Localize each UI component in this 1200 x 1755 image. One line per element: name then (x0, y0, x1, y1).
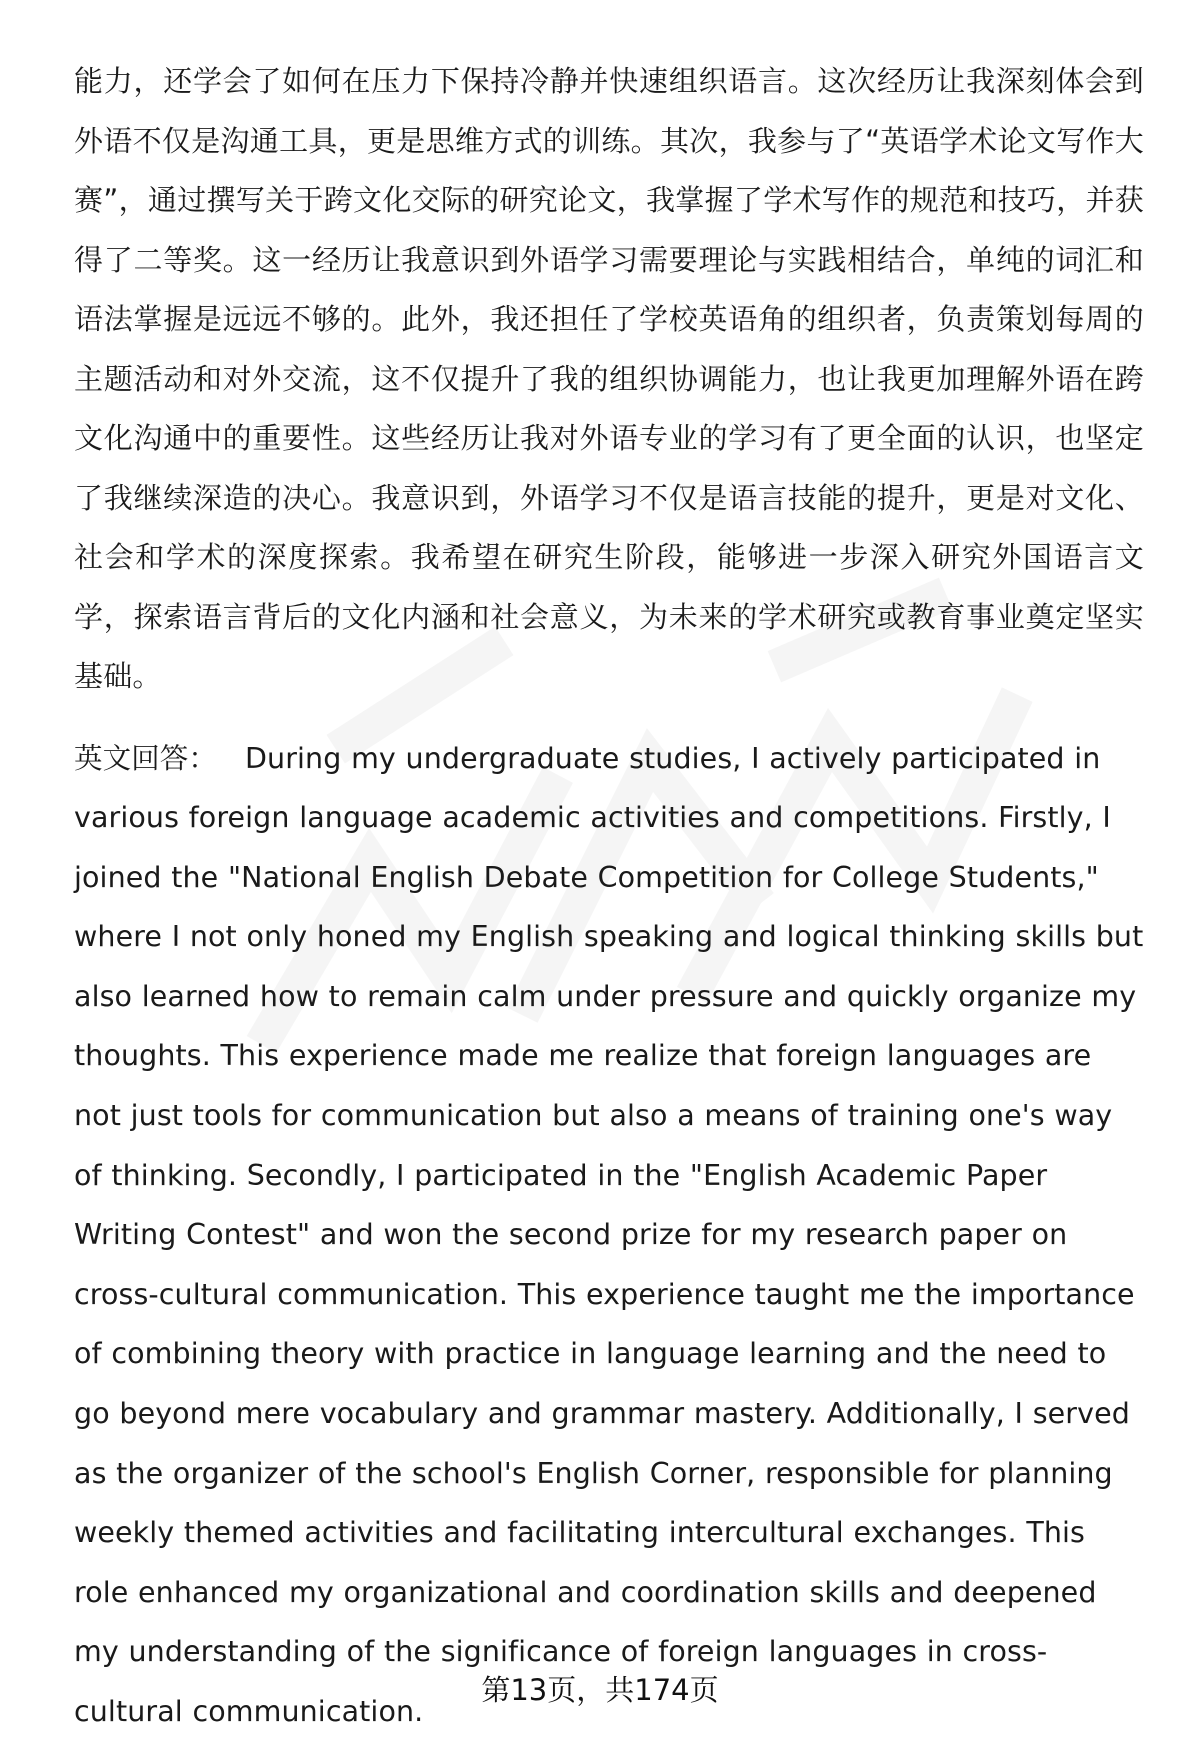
document-body (74, 52, 1144, 1742)
chinese-answer-paragraph: 能力，还学会了如何在压力下保持冷静并快速组织语言。这次经历让我深刻体会到外语不仅是沟通工具，更是思维方式的训练。其次，我参与了“英语学术论文写作大赛”，通过撰写关于跨文化交际的研究论文，我掌握了学术写作的规范和技巧，并获得了二等奖。这一经历让我意识到外语学习需要理论与实践相结合，单纯的词汇和语法掌握是远远不够的。此外，我还担任了学校英语角的组织者，负责策划每周的主题活动和对外交流，这不仅提升了我的组织协调能力，也让我更加理解外语在跨文化沟通中的重要性。这些经历让我对外语专业的学习有了更全面的认识，也坚定了我继续深造的决心。我意识到，外语学习不仅是语言技能的提升，更是对文化、社会和学术的深度探索。我希望在研究生阶段，能够进一步深入研究外国语言文学，探索语言背后的文化内涵和社会意义，为未来的学术研究或教育事业奠定坚实基础。 (74, 64, 1144, 693)
page-number-footer: 第13页，共174页 (481, 1673, 719, 1707)
english-answer-paragraph (74, 729, 1144, 1742)
english-answer-label: 英文回答： (74, 741, 218, 775)
english-answer-text: During my undergraduate studies, I actively participated in various foreign language academic activities and competitions. Firstly, I joined the "National English Debate Competition for College Students," where I not only honed my English speaking and logical thinking skills but also learned how to remain calm under pressure and quickly organize my thoughts. This experience made me realize that foreign languages are not just tools for communication but also a means of training one's way of thinking. Secondly, I participated in the "English Academic Paper Writing Contest" and won the second prize for my research paper on cross-cultural communication. This experience taught me the importance of combining theory with practice in language learning and the need to go beyond mere vocabulary and grammar mastery. Additionally, I served as the organizer of the school's English Corner, responsible for planning weekly themed activities and facilitating intercultural exchanges. This role enhanced my organizational and coordination skills and deepened my understanding of the significance of foreign languages in cross-cultural communication. (74, 741, 1144, 1728)
